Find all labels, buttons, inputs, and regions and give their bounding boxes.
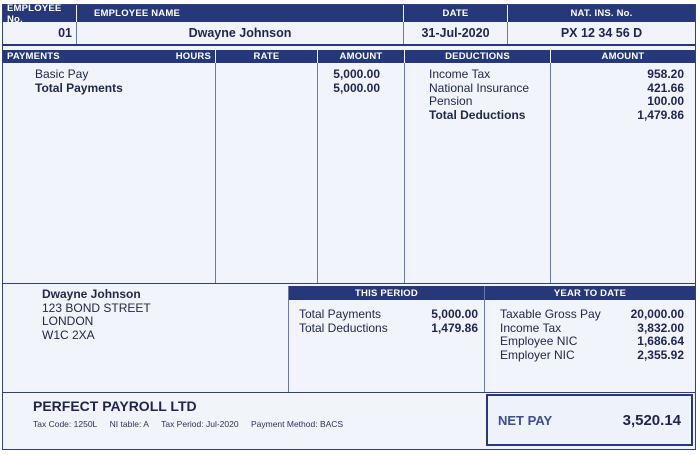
employee-name-value: Dwayne Johnson bbox=[188, 26, 292, 40]
payments-header bbox=[3, 50, 215, 63]
address-line-3: W1C 2XA bbox=[42, 327, 95, 342]
payments-amounts bbox=[318, 68, 380, 95]
payments-amount-header bbox=[318, 50, 404, 63]
address-line-1: 123 BOND STREET bbox=[42, 300, 151, 315]
rate-header bbox=[216, 50, 317, 63]
net-pay-box bbox=[486, 394, 693, 446]
address-name: Dwayne Johnson bbox=[42, 287, 141, 301]
year-to-date-header bbox=[485, 286, 695, 300]
deductions-amounts bbox=[560, 68, 684, 122]
payslip-meta bbox=[33, 419, 353, 429]
payment-label-basic: Basic Pay bbox=[35, 67, 89, 81]
divider bbox=[3, 392, 695, 393]
deduction-label-ni: National Insurance bbox=[429, 80, 530, 95]
date-value: 31-Jul-2020 bbox=[421, 26, 490, 40]
ytd-amounts bbox=[600, 308, 684, 362]
deductions-amount-header bbox=[551, 50, 695, 63]
this-period-header bbox=[289, 286, 484, 300]
date-header bbox=[404, 5, 507, 22]
date-label: DATE bbox=[442, 8, 469, 19]
payments-list bbox=[35, 68, 123, 95]
payments-label: PAYMENTS bbox=[7, 51, 60, 62]
payment-amount-basic: 5,000.00 bbox=[333, 67, 380, 81]
divider bbox=[3, 283, 695, 284]
payments-amount-label: AMOUNT bbox=[339, 51, 383, 62]
ni-header bbox=[508, 5, 695, 22]
divider bbox=[550, 63, 551, 283]
ytd-label-taxable-gross: Taxable Gross Pay bbox=[500, 307, 601, 321]
ni-value: PX 12 34 56 D bbox=[560, 26, 643, 40]
address-line-2: LONDON bbox=[42, 314, 94, 328]
hours-label: HOURS bbox=[175, 51, 211, 62]
divider bbox=[215, 63, 216, 283]
year-to-date-label: YEAR TO DATE bbox=[553, 287, 627, 299]
ytd-list bbox=[500, 308, 601, 362]
deduction-amount-income-tax: 958.20 bbox=[647, 67, 684, 81]
deduction-label-income-tax: Income Tax bbox=[429, 67, 491, 81]
ytd-amount-employer-nic: 2,355.92 bbox=[637, 347, 684, 362]
ytd-label-employer-nic: Employer NIC bbox=[500, 347, 575, 362]
ni-table: NI table: A bbox=[109, 419, 149, 429]
payment-amount-total: 5,000.00 bbox=[333, 80, 380, 95]
this-period-amount-deductions: 1,479.86 bbox=[431, 320, 478, 335]
payment-method: Payment Method: BACS bbox=[250, 419, 344, 429]
deduction-amount-total: 1,479.86 bbox=[637, 107, 684, 122]
this-period-amount-payments: 5,000.00 bbox=[431, 307, 478, 321]
ni-label: NAT. INS. No. bbox=[570, 8, 633, 19]
employee-name-label: EMPLOYEE NAME bbox=[94, 8, 180, 19]
company-name: PERFECT PAYROLL LTD bbox=[33, 398, 197, 414]
ytd-amount-taxable-gross: 20,000.00 bbox=[630, 307, 684, 321]
deduction-label-total: Total Deductions bbox=[429, 107, 526, 122]
divider bbox=[317, 63, 318, 283]
deductions-list bbox=[429, 68, 529, 122]
this-period-label-payments: Total Payments bbox=[299, 307, 382, 321]
deduction-amount-pension: 100.00 bbox=[647, 94, 684, 108]
address-block bbox=[42, 288, 151, 342]
deductions-header bbox=[405, 50, 550, 63]
deduction-amount-ni: 421.66 bbox=[647, 80, 684, 95]
net-pay-label: NET PAY bbox=[498, 413, 553, 428]
divider bbox=[3, 44, 695, 46]
divider bbox=[288, 286, 289, 392]
this-period-list bbox=[299, 308, 388, 335]
ytd-label-employee-nic: Employee NIC bbox=[500, 334, 578, 348]
ytd-amount-income-tax: 3,832.00 bbox=[637, 320, 684, 335]
tax-code: Tax Code: 1250L bbox=[33, 419, 98, 429]
tax-period: Tax Period: Jul-2020 bbox=[161, 419, 239, 429]
net-pay-value: 3,520.14 bbox=[622, 412, 681, 429]
divider bbox=[404, 63, 405, 283]
ytd-amount-employee-nic: 1,686.64 bbox=[637, 334, 684, 348]
this-period-label-deductions: Total Deductions bbox=[299, 320, 388, 335]
rate-label: RATE bbox=[253, 51, 280, 62]
this-period-label: THIS PERIOD bbox=[355, 287, 418, 299]
employee-no-header bbox=[3, 2, 76, 25]
employee-name-header bbox=[77, 5, 403, 22]
payment-label-total: Total Payments bbox=[35, 80, 123, 95]
deduction-label-pension: Pension bbox=[429, 94, 473, 108]
this-period-amounts bbox=[400, 308, 478, 335]
employee-no-label: EMPLOYEE No. bbox=[7, 2, 62, 25]
divider bbox=[484, 286, 485, 392]
ytd-label-income-tax: Income Tax bbox=[500, 320, 562, 335]
employee-no-value: 01 bbox=[58, 26, 72, 40]
deductions-amount-label: AMOUNT bbox=[601, 51, 645, 62]
deductions-label: DEDUCTIONS bbox=[445, 51, 510, 62]
